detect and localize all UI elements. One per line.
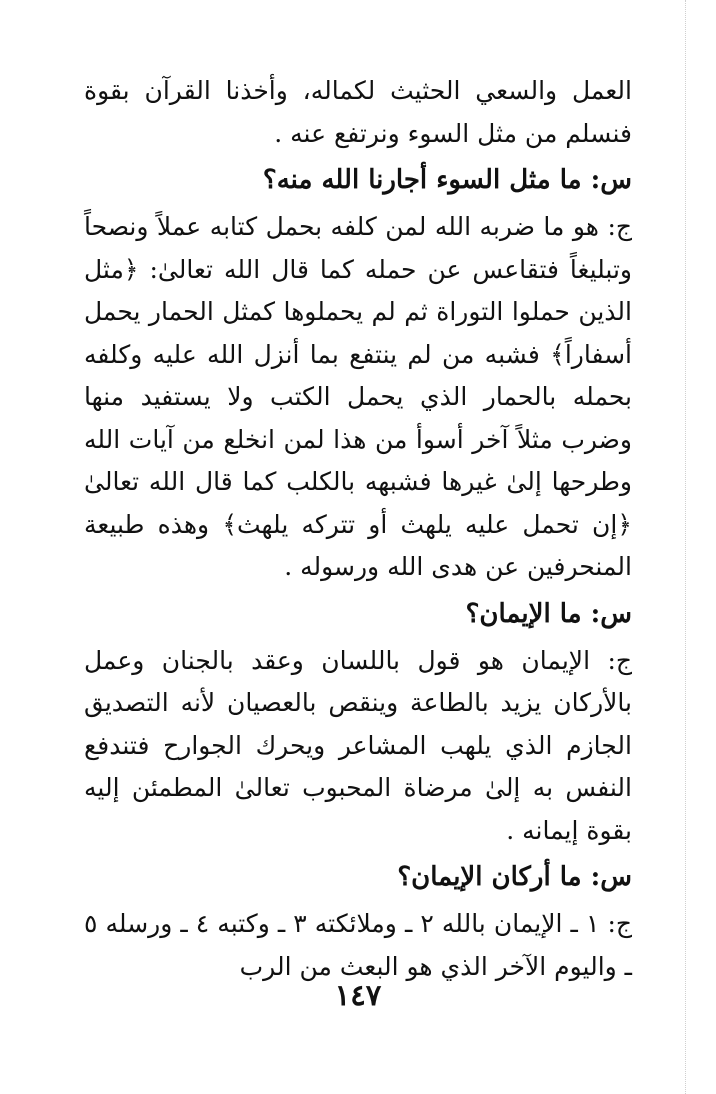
page-edge-line <box>685 0 686 1094</box>
question-heading-1: س: ما مثل السوء أجارنا الله منه؟ <box>262 165 632 195</box>
answer-paragraph-3: ج: ١ ـ الإيمان بالله ٢ ـ وملائكته ٣ ـ وكتبه ٤ ـ ورسله ٥ ـ واليوم الآخر الذي هو البعث من الرب <box>84 909 633 981</box>
question-heading-3: س: ما أركان الإيمان؟ <box>397 862 632 892</box>
question-heading-2: س: ما الإيمان؟ <box>465 598 632 629</box>
answer-paragraph-1: ج: هو ما ضربه الله لمن كلفه بحمل كتابه عملاً ونصحاً وتبليغاً فتقاعس عن حمله كما قال الله تعالىٰ: ﴿مثل الذين حملوا التوراة ثم لم يحملوها كمثل الحمار يحمل أسفاراً﴾ فشبه من لم ينتفع بما أنزل الله عليه وكلفه بحمله بالحمار الذي يحمل الكتب ولا يستفيد منها وضرب مثلاً آخر أسوأ من هذا لمن انخلع من آيات الله وطرحها إلىٰ غيرها فشبهه بالكلب كما قال الله تعالىٰ ﴿إن تحمل عليه يلهث أو تتركه يلهث﴾ وهذه طبيعة المنحرفين عن هدى الله ورسوله . <box>84 212 632 581</box>
page-number: ١٤٧ <box>334 978 382 1012</box>
intro-paragraph: العمل والسعي الحثيث لكماله، وأخذنا القرآن بقوة فنسلم من مثل السوء ونرتفع عنه . <box>84 76 632 148</box>
answer-paragraph-2: ج: الإيمان هو قول باللسان وعقد بالجنان وعمل بالأركان يزيد بالطاعة وينقص بالعصيان لأنه التصديق الجازم الذي يلهب المشاعر ويحرك الجوارح فتندفع النفس به إلىٰ مرضاة المحبوب تعالىٰ المطمئن إليه بقوة إيمانه . <box>84 645 632 845</box>
text-column <box>84 70 632 988</box>
